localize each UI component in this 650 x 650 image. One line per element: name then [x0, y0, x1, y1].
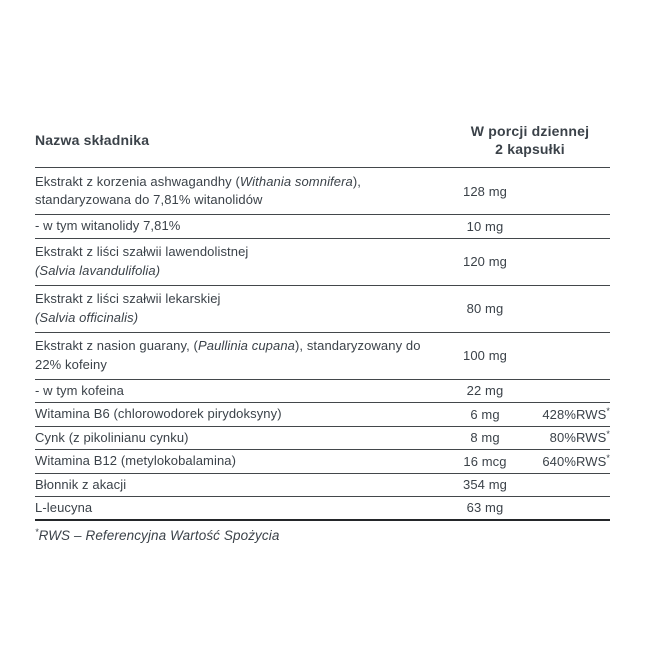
header-serving-line1: W porcji dziennej: [470, 122, 590, 139]
ingredient-amount: 16 mcg: [463, 453, 507, 469]
ingredient-amount: 354 mg: [463, 477, 507, 493]
ingredient-rws: 640%RWS*: [542, 452, 610, 469]
ingredient-amount: 63 mg: [466, 500, 504, 516]
ingredient-name: Witamina B6 (chlorowodorek pirydoksyny): [35, 406, 282, 421]
table-header: [35, 112, 610, 168]
ingredient-name: - w tym kofeina: [35, 382, 124, 398]
ingredient-amount: 100 mg: [463, 348, 507, 363]
ingredient-amount: 128 mg: [463, 183, 507, 199]
ingredient-amount: 6 mg: [470, 406, 500, 422]
table-row: [35, 403, 610, 427]
ingredient-name: Ekstrakt z liści szałwii lekarskiej (Salvia officinalis): [35, 291, 221, 325]
table-row: [35, 497, 610, 521]
header-serving-column: [450, 122, 610, 158]
table-row: [35, 380, 610, 404]
ingredient-name: Witamina B12 (metylokobalamina): [35, 453, 237, 468]
ingredient-name: Ekstrakt z korzenia ashwagandhy (Withania somnifera), standaryzowana do 7,81% witanolidów: [35, 173, 362, 207]
table-row: [35, 215, 610, 239]
table-row: [35, 286, 610, 333]
table-row: [35, 427, 610, 451]
ingredient-amount: 10 mg: [466, 218, 504, 234]
ingredient-name: L-leucyna: [35, 499, 93, 515]
ingredient-amount: 80 mg: [466, 301, 504, 316]
ingredient-name: Cynk (z pikolinianu cynku): [35, 429, 189, 445]
table-row: [35, 450, 610, 474]
table-row: [35, 168, 610, 215]
ingredient-name: Ekstrakt z nasion guarany, (Paullinia cupana), standaryzowany do 22% kofeiny: [35, 338, 421, 372]
ingredient-name: Ekstrakt z liści szałwii lawendolistnej (Salvia lavandulifolia): [35, 244, 249, 278]
table-row: [35, 333, 610, 380]
table-row: [35, 474, 610, 498]
supplement-table: [35, 112, 610, 543]
ingredient-amount: 22 mg: [466, 383, 504, 399]
ingredient-amount: 8 mg: [470, 430, 500, 446]
ingredient-rws: 80%RWS*: [549, 429, 610, 446]
ingredient-name: - w tym witanolidy 7,81%: [35, 218, 181, 233]
rws-footnote: *RWS – Referencyjna Wartość Spożycia: [35, 526, 280, 543]
ingredient-rws: 428%RWS*: [542, 405, 610, 422]
table-row: [35, 239, 610, 286]
header-serving-line2: 2 kapsułki: [495, 140, 565, 157]
header-name-column: Nazwa składnika: [35, 131, 150, 148]
ingredient-amount: 120 mg: [463, 254, 507, 269]
ingredient-name: Błonnik z akacji: [35, 476, 127, 492]
